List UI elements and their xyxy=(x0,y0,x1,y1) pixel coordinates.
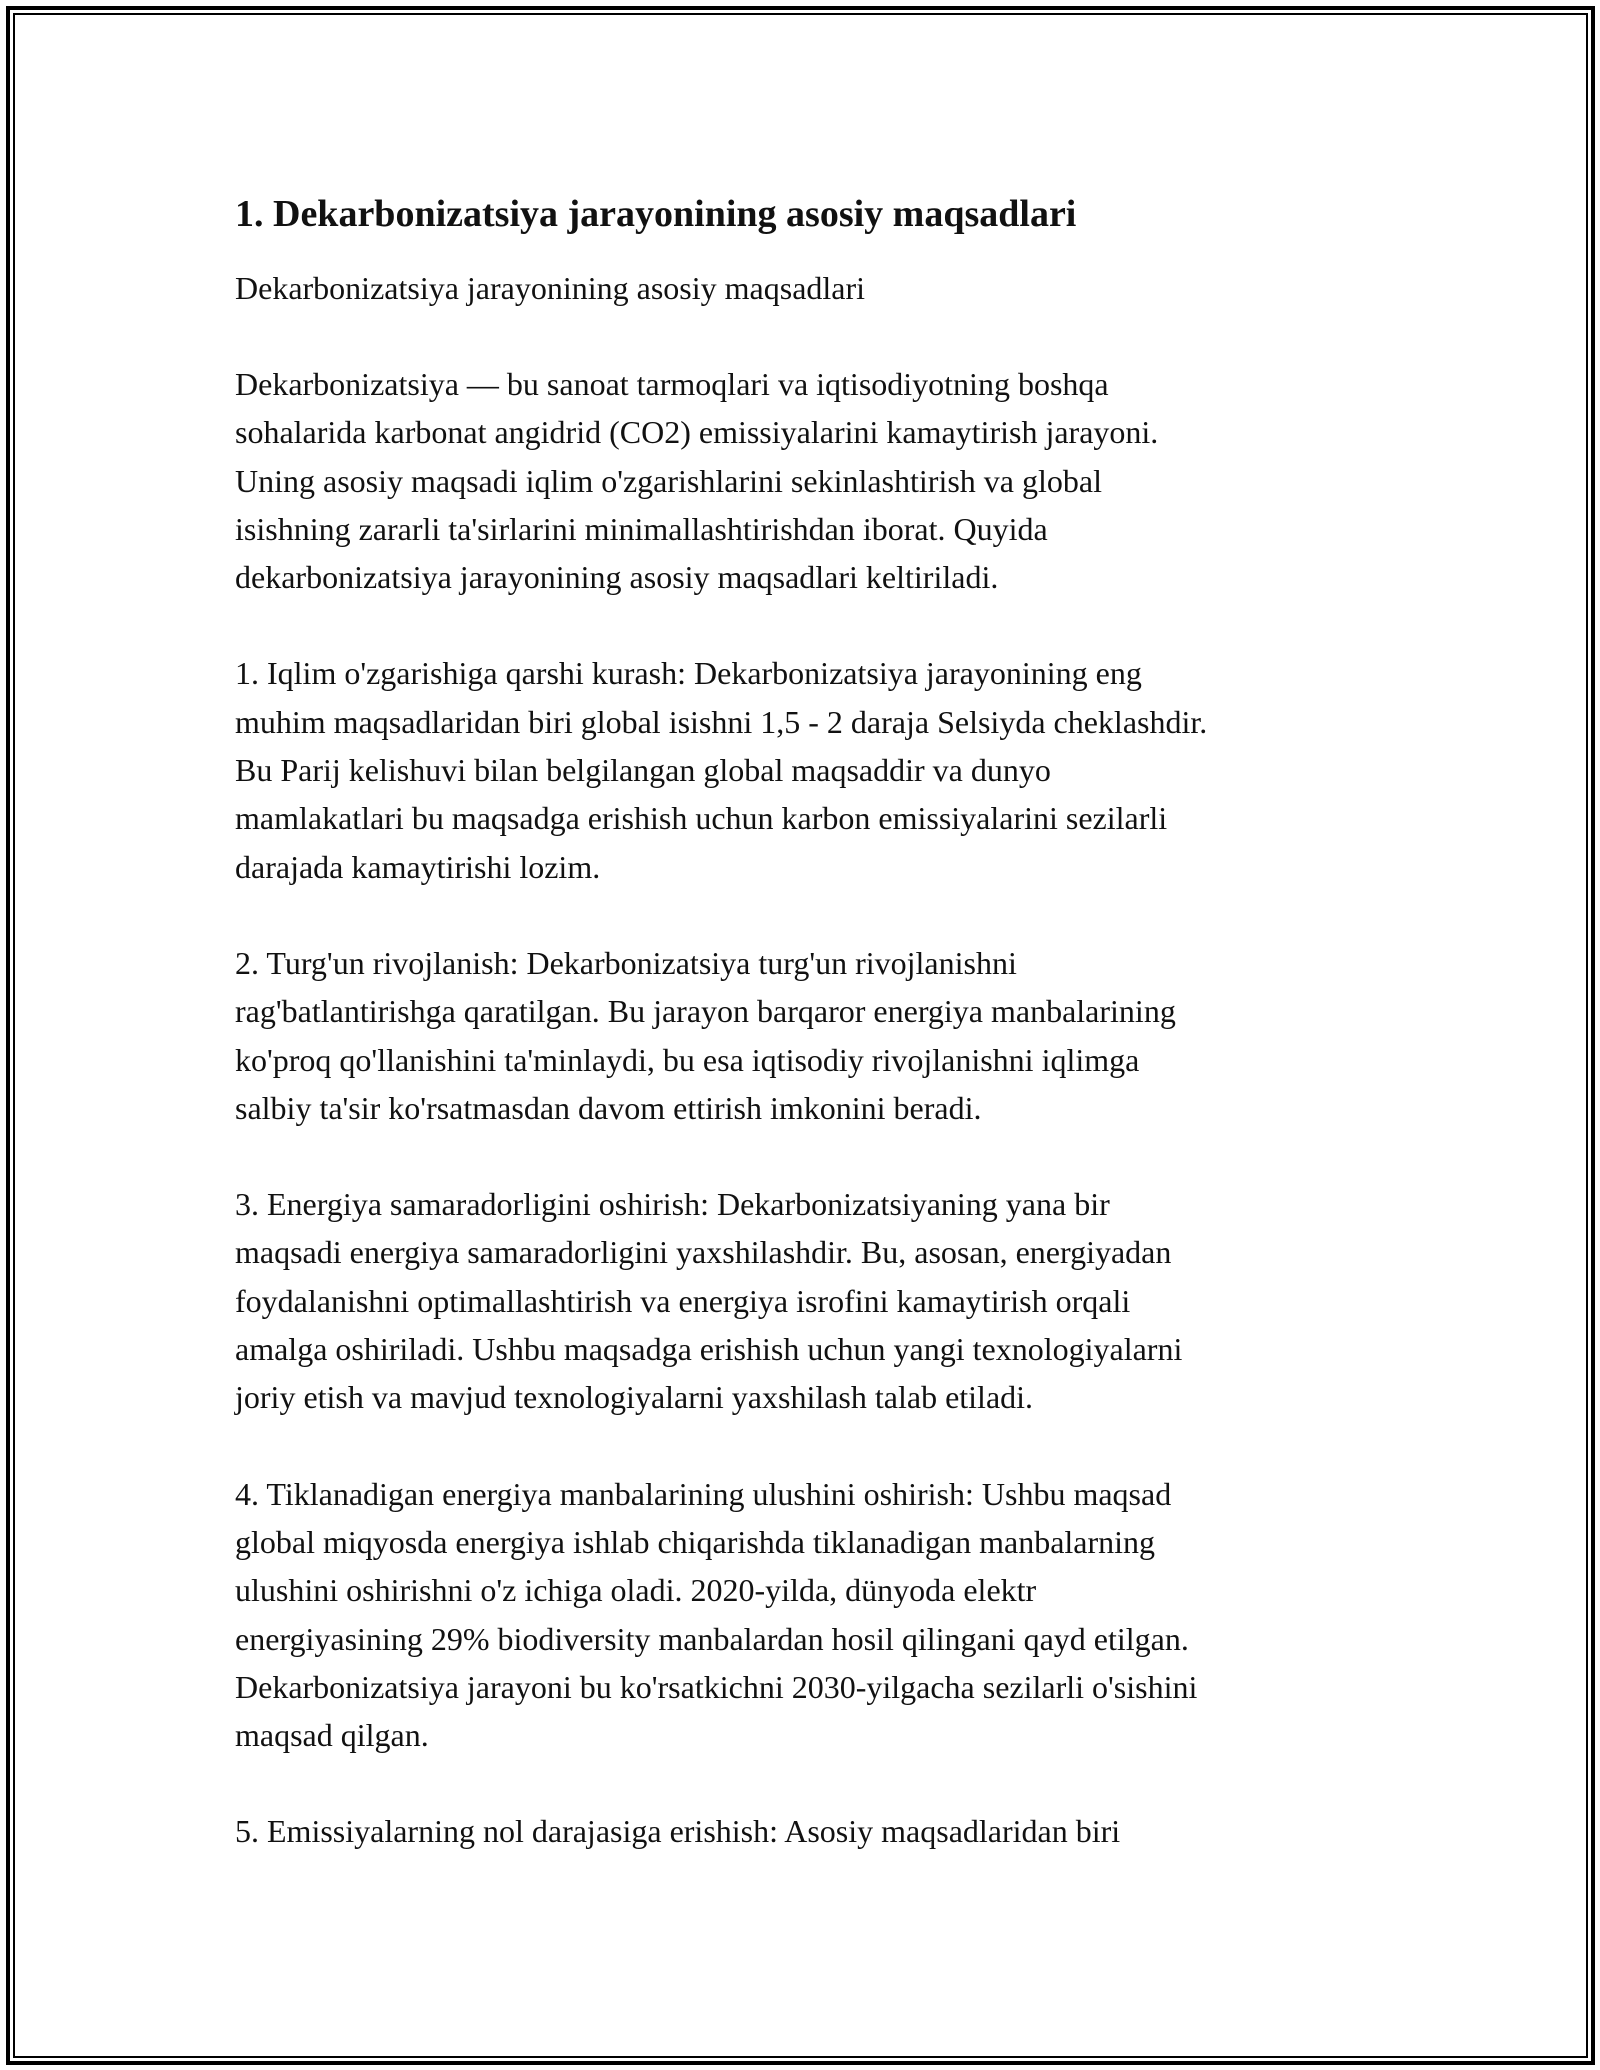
document-subtitle: Dekarbonizatsiya jarayonining asosiy maqsadlari xyxy=(235,270,866,306)
goal-paragraph-5: 5. Emissiyalarning nol darajasiga erishish: Asosiy maqsadlaridan biri xyxy=(235,1813,1121,1850)
goal-paragraph-4: 4. Tiklanadigan energiya manbalarining ulushini oshirish: Ushbu maqsad global miqyosda energiya ishlab chiqarishda tiklanadigan manbalarning ulushini oshirishni o'z ichiga oladi. 2020-yilda, dünyoda elektr energiyasining 29% biodiversity manbalardan hosil qilingani qayd etilgan. Dekarbonizatsiya jarayoni bu ko'rsatkichni 2030-yilgacha sezilarli o'sishini maqsad qilgan. xyxy=(235,1475,1198,1754)
goal-paragraph-3: 3. Energiya samaradorligini oshirish: Dekarbonizatsiyaning yana bir maqsadi energiya samaradorligini yaxshilashdir. Bu, asosan, energiyadan foydalanishni optimallashtirish va energiya isrofini kamaytirish orqali amalga oshiriladi. Ushbu maqsadga erishish uchun yangi texnologiyalarni joriy etish va mavjud texnologiyalarni yaxshilash talab etiladi. xyxy=(235,1186,1183,1416)
document-title: 1. Dekarbonizatsiya jarayonining asosiy maqsadlari xyxy=(235,193,1077,235)
intro-paragraph: Dekarbonizatsiya — bu sanoat tarmoqlari va iqtisodiyotning boshqa sohalarida karbonat angidrid (CO2) emissiyalarini kamaytirish jarayoni. Uning asosiy maqsadi iqlim o'zgarishlarini sekinlashtirish va global isishning zararli ta'sirlarini minimallashtirishdan iborat. Quyida dekarbonizatsiya jarayonining asosiy maqsadlari keltiriladi. xyxy=(235,366,1159,596)
goal-paragraph-2: 2. Turg'un rivojlanish: Dekarbonizatsiya turg'un rivojlanishni rag'batlantirishga qaratilgan. Bu jarayon barqaror energiya manbalarining ko'proq qo'llanishini ta'minlaydi, bu esa iqtisodiy rivojlanishni iqlimga salbiy ta'sir ko'rsatmasdan davom ettirish imkonini beradi. xyxy=(235,944,1176,1126)
document-body xyxy=(235,188,1375,1856)
goal-paragraph-1: 1. Iqlim o'zgarishiga qarshi kurash: Dekarbonizatsiya jarayonining eng muhim maqsadlaridan biri global isishni 1,5 - 2 daraja Selsiyda cheklashdir. Bu Parij kelishuvi bilan belgilangan global maqsaddir va dunyo mamlakatlari bu maqsadga erishish uchun karbon emissiyalarini sezilarli darajada kamaytirishi lozim. xyxy=(235,655,1208,885)
